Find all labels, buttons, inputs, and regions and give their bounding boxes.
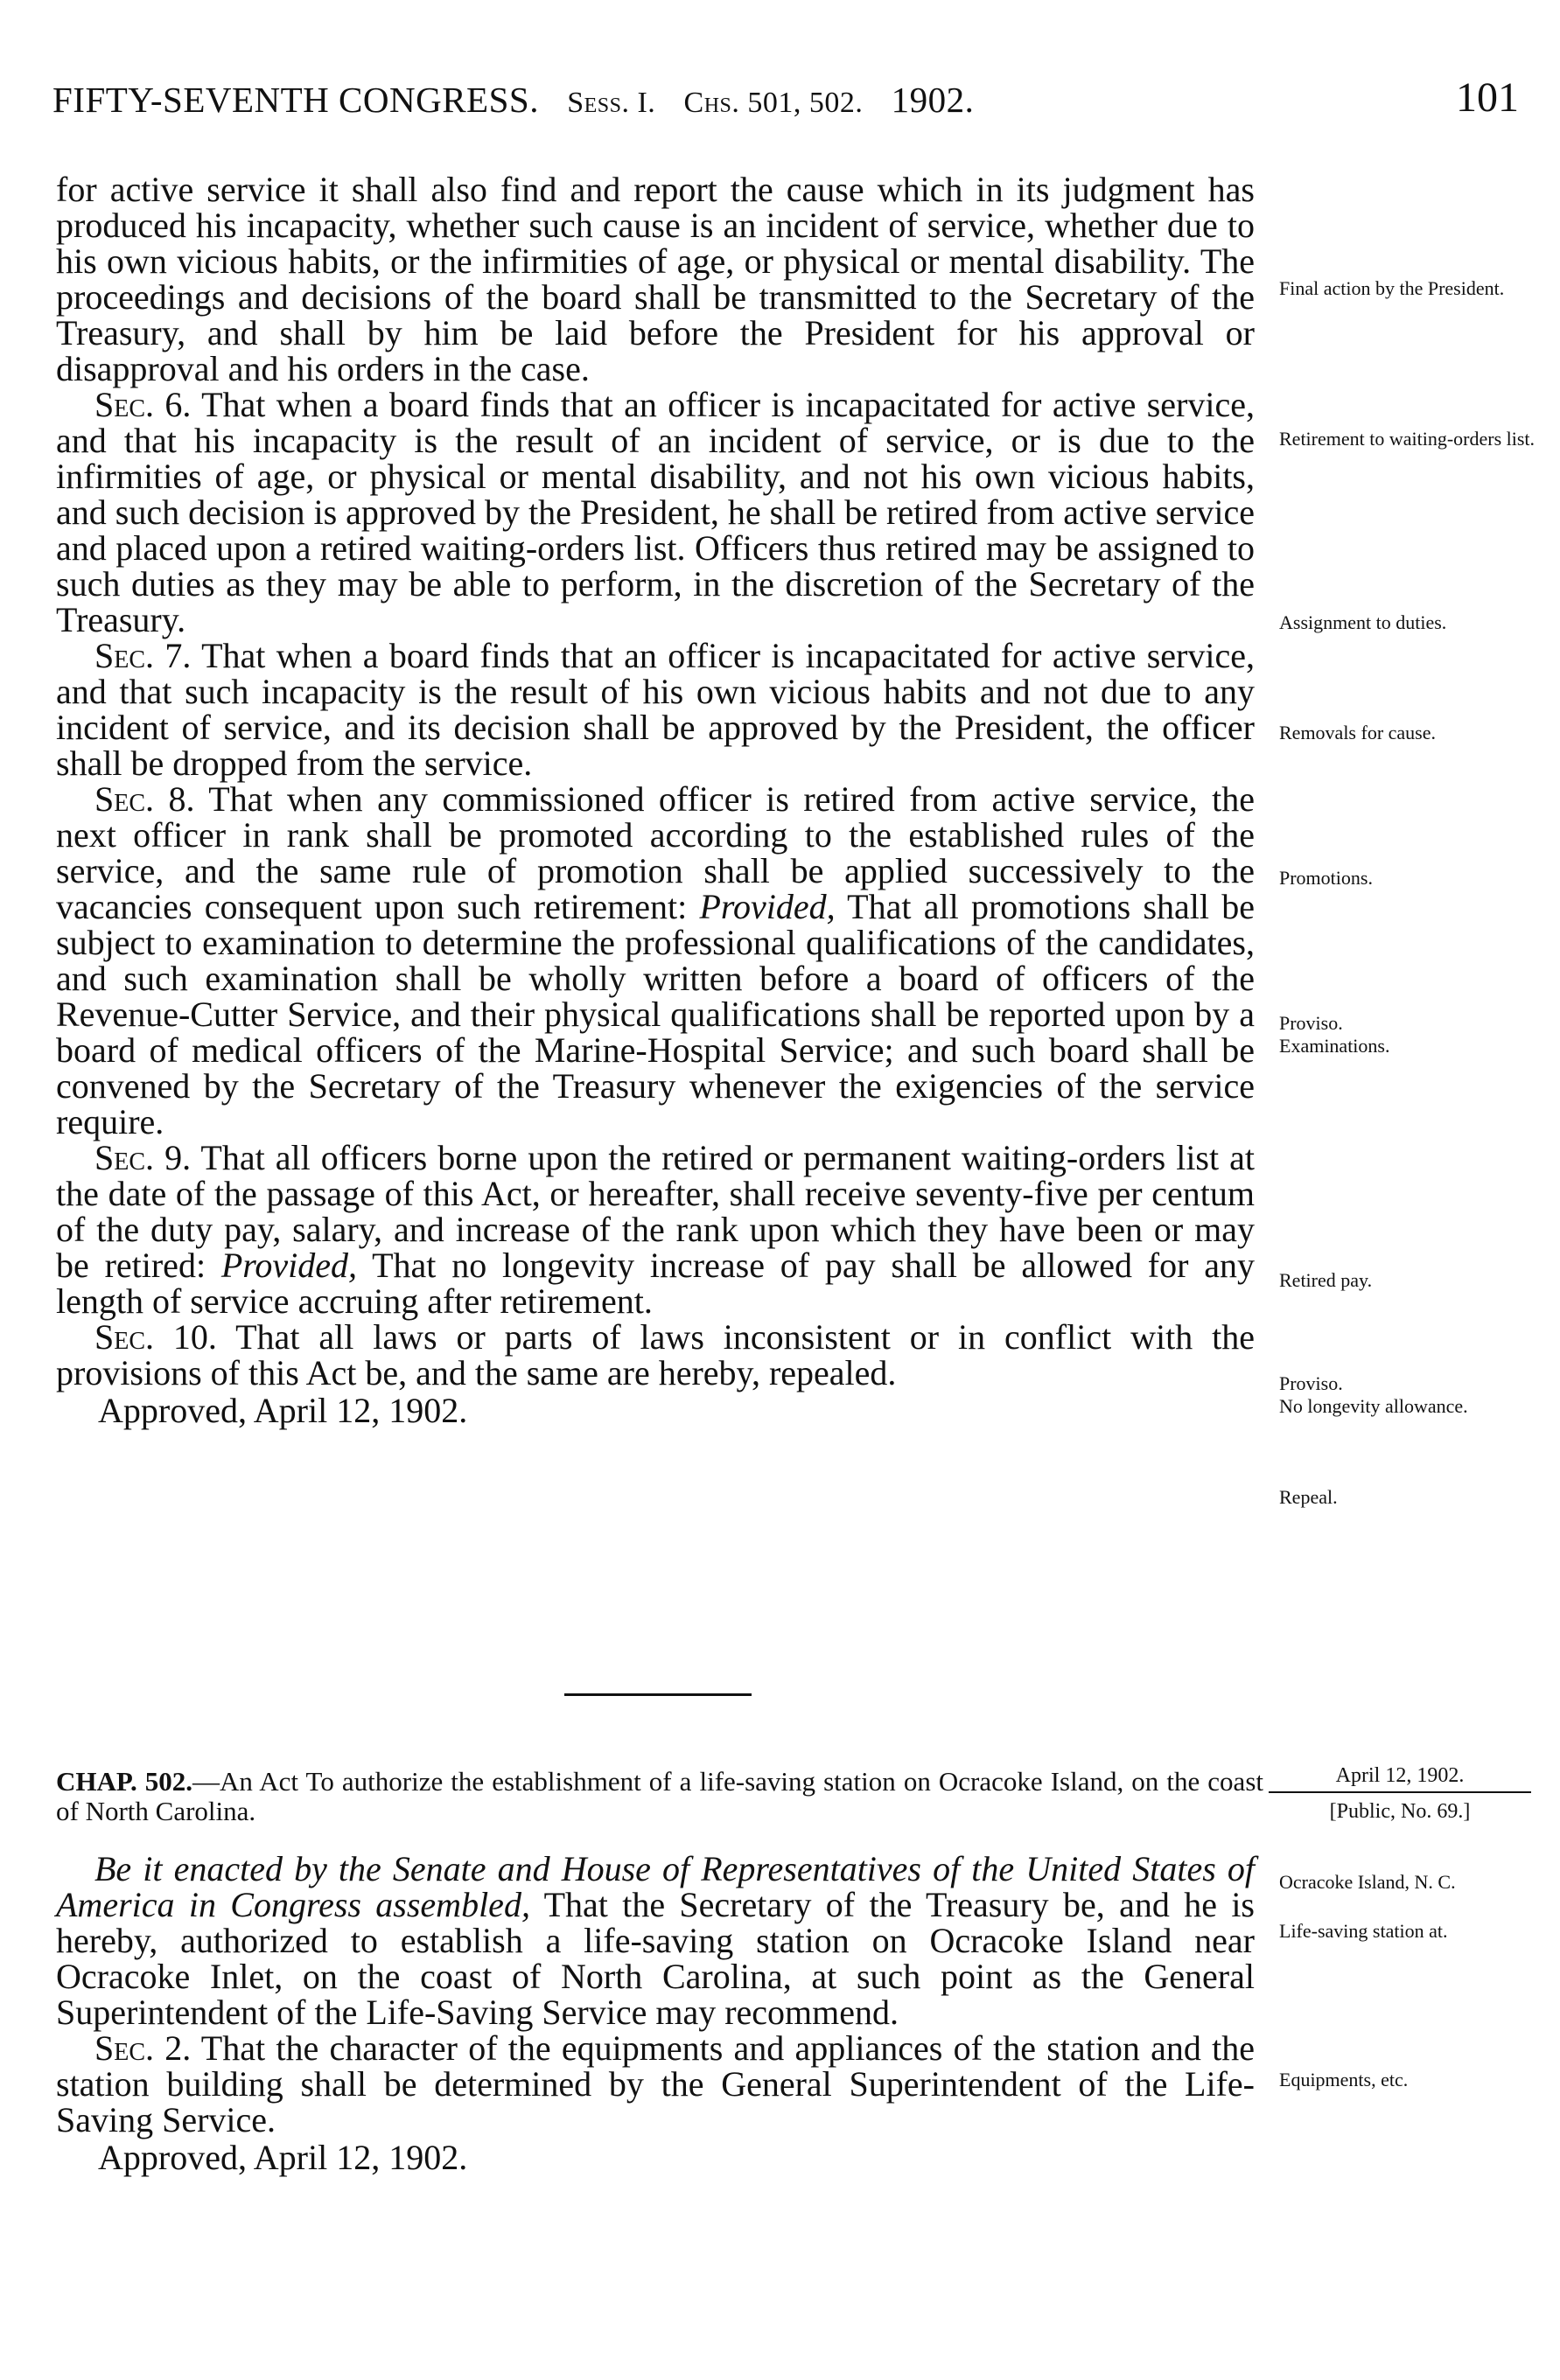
note-repeal: Repeal. — [1279, 1486, 1338, 1508]
section-label: Sec. 10. — [94, 1317, 217, 1357]
section-text: That when a board finds that an officer is incapacitated for active service, and that such incapacity is the result of his own vicious habits and not due to any incident of service, and its decision shall be approved by the President, the officer shall be dropped from the service. — [56, 636, 1255, 783]
section-label: Sec. 8. — [94, 779, 195, 819]
note-assignment: Assignment to duties. — [1279, 611, 1447, 633]
chapter-502-text — [56, 1851, 1255, 2175]
note-proviso: Proviso. — [1279, 1372, 1343, 1394]
note-longevity: No longevity allowance. — [1279, 1395, 1468, 1417]
congress-label: FIFTY-SEVENTH CONGRESS. — [52, 80, 539, 120]
chapter-date-box — [1269, 1764, 1531, 1824]
section-6 — [56, 387, 1255, 638]
page-number: 101 — [1456, 74, 1519, 121]
main-text-column — [56, 171, 1255, 1428]
paragraph-continuation: for active service it shall also find and report the cause which in its judgment has produced his incapacity, whether such cause is an incident of service, whether due to his own vicious habits, or the infirmities of age, or physical or mental disability. The proceedings and decisions of the board shall be transmitted to the Secretary of the Treasury, and shall by him be laid before the President for his approval or disapproval and his orders in the case. — [56, 170, 1255, 388]
chapter-label: CHAP. 502. — [56, 1766, 193, 1797]
section-text: That the character of the equipments and appliances of the station and the station building shall be determined by the General Superintendent of the Life-Saving Service. — [56, 2028, 1256, 2139]
note-promotions: Promotions. — [1279, 867, 1373, 889]
section-text-continued: That all promotions shall be subject to examination to determine the professional qualifications of the candidates, and such examination shall be wholly written before a board of officers of the Revenue-Cutter Service, and their physical qualifications shall be reported upon by a board of medical officers of the Marine-Hospital Service; and such board shall be convened by the Secretary of the Treasury whenever the exigencies of the service require. — [56, 887, 1256, 1141]
section-label: Sec. 7. — [94, 636, 192, 675]
note-retirement: Retirement to waiting-orders list. — [1279, 428, 1536, 450]
note-proviso: Proviso. — [1279, 1012, 1343, 1034]
running-title — [52, 79, 974, 121]
chapter-heading — [56, 1767, 1263, 1826]
approval-line: Approved, April 12, 1902. — [98, 1391, 468, 1430]
note-removals: Removals for cause. — [1279, 722, 1436, 743]
section-label: Sec. 2. — [94, 2028, 192, 2068]
section-label: Sec. 9. — [94, 1138, 192, 1177]
running-header — [52, 73, 1519, 126]
section-text: That all laws or parts of laws inconsistent or in conflict with the provisions of this Act be, and the same are hereby, repealed. — [56, 1317, 1255, 1392]
enacting-clause: Be it enacted by the Senate and House of Representatives of the United States of America in Congress assembled, — [56, 1849, 1255, 1924]
note-final-action: Final action by the President. — [1279, 277, 1505, 299]
note-ocracoke: Ocracoke Island, N. C. — [1279, 1871, 1456, 1893]
note-examinations: Examinations. — [1279, 1035, 1390, 1057]
section-2 — [56, 2030, 1255, 2138]
section-text: That when a board finds that an officer is incapacitated for active service, and that his incapacity is the result of an incident of service, or is due to the infirmities of age, or physical or mental disability, and not his own vicious habits, and such decision is approved by the President, he shall be retired from active service and placed upon a retired waiting-orders list. Officers thus retired may be assigned to such duties as they may be able to perform, in the discretion of the Secretary of the Treasury. — [56, 385, 1255, 639]
section-9 — [56, 1140, 1255, 1319]
section-8 — [56, 781, 1255, 1140]
public-law-number: [Public, No. 69.] — [1329, 1800, 1471, 1823]
enacting-section — [56, 1851, 1255, 2030]
approval-line: Approved, April 12, 1902. — [98, 2138, 468, 2177]
session-label: Sess. I. — [567, 87, 656, 119]
provided-term: Provided, — [220, 1246, 358, 1285]
section-label: Sec. 6. — [94, 385, 192, 424]
section-text: That the Secretary of the Treasury be, and he is hereby, authorized to establish a life-saving station on Ocracoke Island near Ocracoke Inlet, on the coast of North Carolina, at such point as the General Superintendent of the Life-Saving Service may recommend. — [56, 1885, 1255, 2032]
section-text-continued: That no longevity increase of pay shall be allowed for any length of service accruing after retirement. — [56, 1246, 1255, 1321]
chapters-label: Chs. 501, 502. — [683, 87, 864, 119]
chapter-title: —An Act To authorize the establishment of a life-saving station on Ocracoke Island, on the coast of North Carolina. — [56, 1766, 1263, 1826]
section-text: That all officers borne upon the retired or permanent waiting-orders list at the date of the passage of this Act, or hereafter, shall receive seventy-five per centum of the duty pay, salary, and increase of the rank upon which they have been or may be retired: — [56, 1138, 1256, 1285]
chapter-date: April 12, 1902. — [1269, 1764, 1531, 1793]
note-retired-pay: Retired pay. — [1279, 1269, 1373, 1291]
section-7 — [56, 638, 1255, 781]
provided-term: Provided, — [699, 887, 836, 926]
section-text: That when any commissioned officer is retired from active service, the next officer in rank shall be promoted according to the established rules of the service, and the same rule of promotion shall be applied successively to the vacancies consequent upon such retirement: — [56, 779, 1255, 926]
year-label: 1902. — [891, 80, 975, 120]
section-divider — [564, 1693, 752, 1696]
note-equipments: Equipments, etc. — [1279, 2069, 1409, 2090]
note-lifesaving: Life-saving station at. — [1279, 1920, 1448, 1942]
section-10 — [56, 1319, 1255, 1391]
